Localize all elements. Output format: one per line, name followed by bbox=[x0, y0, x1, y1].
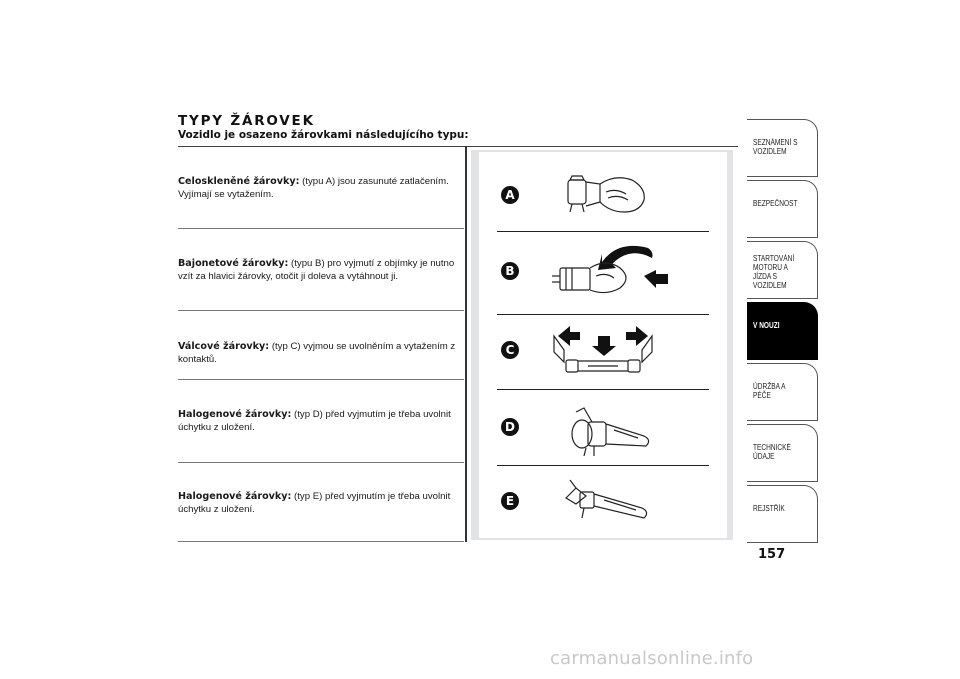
tab-bezpecnost[interactable] bbox=[747, 180, 818, 238]
bulb-description-e bbox=[178, 491, 462, 516]
tab-label: V NOUZI bbox=[753, 321, 780, 330]
bulb-name: Halogenové žárovky: bbox=[178, 491, 292, 502]
figure-label-d: D bbox=[501, 418, 519, 436]
figure-divider bbox=[497, 389, 709, 390]
bulb-name: Válcové žárovky: bbox=[178, 341, 270, 352]
bulb-d-illustration bbox=[566, 400, 662, 460]
watermark: carmanualsonline.info bbox=[550, 648, 754, 669]
divider bbox=[178, 462, 464, 463]
page-subtitle: Vozidlo je osazeno žárovkami následujícího typu: bbox=[178, 129, 469, 141]
bulb-text: (typ C) vyjmou se uvolněním a vytažením z kontaktů. bbox=[178, 341, 456, 365]
bulb-name: Halogenové žárovky: bbox=[178, 409, 292, 420]
bulb-c-illustration bbox=[548, 322, 660, 378]
divider bbox=[178, 228, 464, 229]
bulb-description-a bbox=[178, 176, 462, 201]
page-title: TYPY ŽÁROVEK bbox=[178, 113, 315, 129]
tab-label: ÚDRŽBA A PÉČE bbox=[753, 382, 786, 400]
tab-rejstrik[interactable] bbox=[747, 485, 818, 543]
top-divider bbox=[178, 146, 738, 147]
tab-label: STARTOVÁNÍ MOTORU A JÍZDA S VOZIDLEM bbox=[753, 254, 795, 290]
bulb-description-b bbox=[178, 258, 462, 283]
bulb-e-illustration bbox=[560, 474, 660, 530]
figure-divider bbox=[497, 314, 709, 315]
figure-divider bbox=[497, 231, 709, 232]
bulb-text: (typ D) před vyjmutím je třeba uvolnit úchytku z uložení. bbox=[178, 409, 451, 433]
bulb-name: Bajonetové žárovky: bbox=[178, 258, 289, 269]
tab-technicke-udaje[interactable] bbox=[747, 424, 818, 482]
column-divider bbox=[465, 146, 467, 542]
tab-label: TECHNICKÉ ÚDAJE bbox=[753, 443, 791, 461]
bulb-description-d bbox=[178, 409, 462, 434]
tab-v-nouzi[interactable] bbox=[747, 302, 818, 360]
figure-label-b: B bbox=[501, 262, 519, 280]
tab-label: REJSTŘÍK bbox=[753, 504, 785, 513]
tab-udrzba-a-pece[interactable] bbox=[747, 363, 818, 421]
page-number: 157 bbox=[758, 547, 786, 562]
figure-label-e: E bbox=[501, 492, 519, 510]
figure-divider bbox=[497, 465, 709, 466]
figure-label-c: C bbox=[501, 341, 519, 359]
tab-label: BEZPEČNOST bbox=[753, 199, 798, 208]
divider bbox=[178, 379, 464, 380]
bulb-description-c bbox=[178, 341, 462, 366]
divider bbox=[178, 310, 464, 311]
bulb-name: Celoskleněné žárovky: bbox=[178, 176, 300, 187]
tab-startovani-motoru[interactable] bbox=[747, 241, 818, 299]
divider bbox=[178, 541, 464, 542]
bulb-a-illustration bbox=[560, 168, 650, 220]
bulb-b-illustration bbox=[540, 238, 670, 302]
tab-label: SEZNÁMENÍ S VOZIDLEM bbox=[753, 138, 798, 156]
bulb-text: (typu B) pro vyjmutí z objímky je nutno vzít za hlavici žárovky, otočit ji doleva a vytáhnout ji. bbox=[178, 258, 455, 282]
tab-seznameni-s-vozidlem[interactable] bbox=[747, 119, 818, 177]
bulb-text: (typu A) jsou zasunuté zatlačením. Vyjímají se vytažením. bbox=[178, 176, 449, 200]
bulb-text: (typ E) před vyjmutím je třeba uvolnit úchytku z uložení. bbox=[178, 491, 451, 515]
figure-label-a: A bbox=[501, 186, 519, 204]
